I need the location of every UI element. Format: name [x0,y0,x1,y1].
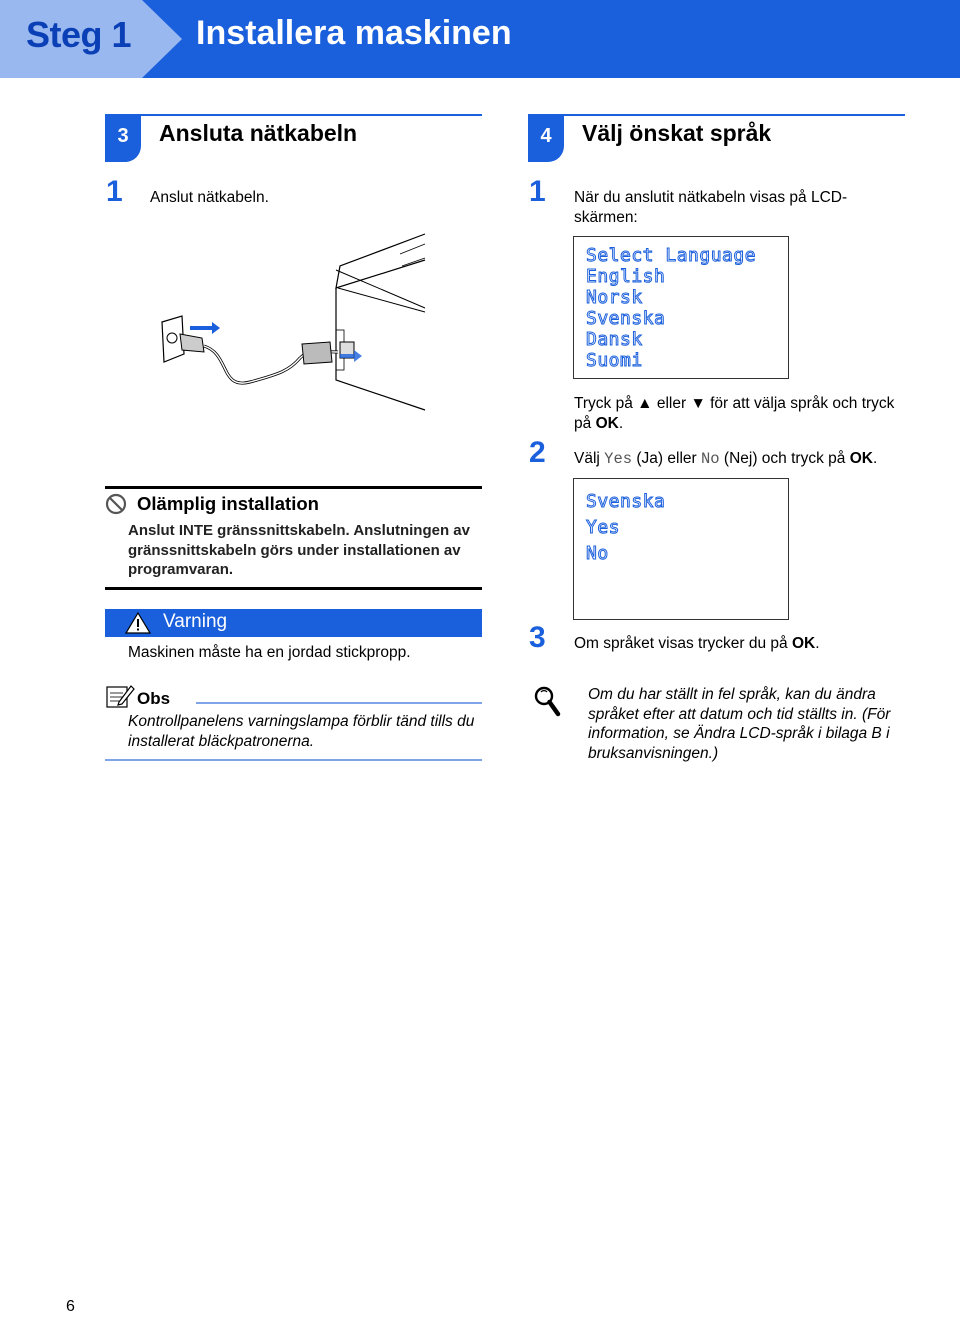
tip-text: Om du har ställt in fel språk, kan du ändra språket efter att datum och tid ställts in. (För information, se Ändra LCD-språk i bilaga B i bruksanvisningen.) [588,686,891,762]
note-text: Kontrollpanelens varningslampa förblir tänd tills du installerat bläckpatronerna. [128,713,475,750]
no-option: No [701,450,720,468]
lcd-line: Svenska [586,308,666,329]
ok-key-label: OK [791,635,816,652]
step-text: När du anslutit nätkabeln visas på LCD-skärmen: [574,189,848,226]
section-4-header [528,114,905,162]
note-bottom-rule [105,759,482,761]
page-header [0,0,960,78]
instruction-text: . [872,450,878,467]
magnifier-icon [532,684,562,718]
instruction-text: Välj [574,450,600,467]
prohibited-icon [105,493,127,515]
page-number: 6 [66,1298,75,1315]
down-arrow-icon: ▼ [690,395,706,412]
instruction-text: (Nej) och tryck på [723,450,846,467]
lcd-line: No [586,543,609,564]
step-text: Anslut nätkabeln. [150,189,269,206]
page-title: Installera maskinen [196,14,512,52]
note-pencil-icon [105,682,135,710]
ok-key-label: OK [595,415,619,432]
lcd-line: Dansk [586,329,643,350]
lcd-line: Yes [586,517,621,538]
section-number: 3 [105,116,141,162]
instruction-text: eller [656,395,687,412]
lcd-line: Norsk [586,287,643,308]
warning-triangle-icon [125,612,151,634]
improper-text: Anslut INTE gränssnittskabeln. Anslutningen av gränssnittskabeln görs under installationen av programvaran. [128,522,470,578]
improper-top-rule [105,486,482,489]
instruction-text: . [618,415,624,432]
improper-bottom-rule [105,587,482,590]
step1-instruction [574,394,914,434]
instruction-text: . [815,635,820,652]
step-number: 2 [529,436,546,469]
note-top-rule [196,702,482,704]
lcd-line: Suomi [586,350,643,371]
lcd-line: Select Language [586,245,757,266]
note-title: Obs [137,689,171,708]
up-arrow-icon: ▲ [637,395,653,412]
instruction-text: Tryck på [574,395,633,412]
lcd-line: Svenska [586,491,666,512]
instruction-text: Om språket visas trycker du på [574,635,788,652]
warning-text: Maskinen måste ha en jordad stickpropp. [128,644,411,661]
section-title: Ansluta nätkabeln [159,120,358,146]
section-3-header [105,114,482,162]
step-number: 1 [529,175,546,208]
step3-text [574,634,914,654]
lcd-line: English [586,266,666,287]
instruction-text: (Ja) eller [636,450,697,467]
improper-title: Olämplig installation [137,493,319,514]
warning-bar [105,609,482,637]
instruction-text: för att välja språk och tryck på [574,395,895,432]
lcd-confirm-screen [573,478,789,620]
power-cable-illustration [150,230,430,420]
ok-key-label: OK [849,450,873,467]
section-title: Välj önskat språk [582,120,772,146]
lcd-language-screen [573,236,789,379]
step-number: 3 [529,621,546,654]
step2-text [574,449,914,469]
warning-title: Varning [163,611,228,632]
yes-option: Yes [604,450,633,468]
step-number: 1 [106,175,123,208]
step-label: Steg 1 [26,14,132,55]
section-number: 4 [528,116,564,162]
